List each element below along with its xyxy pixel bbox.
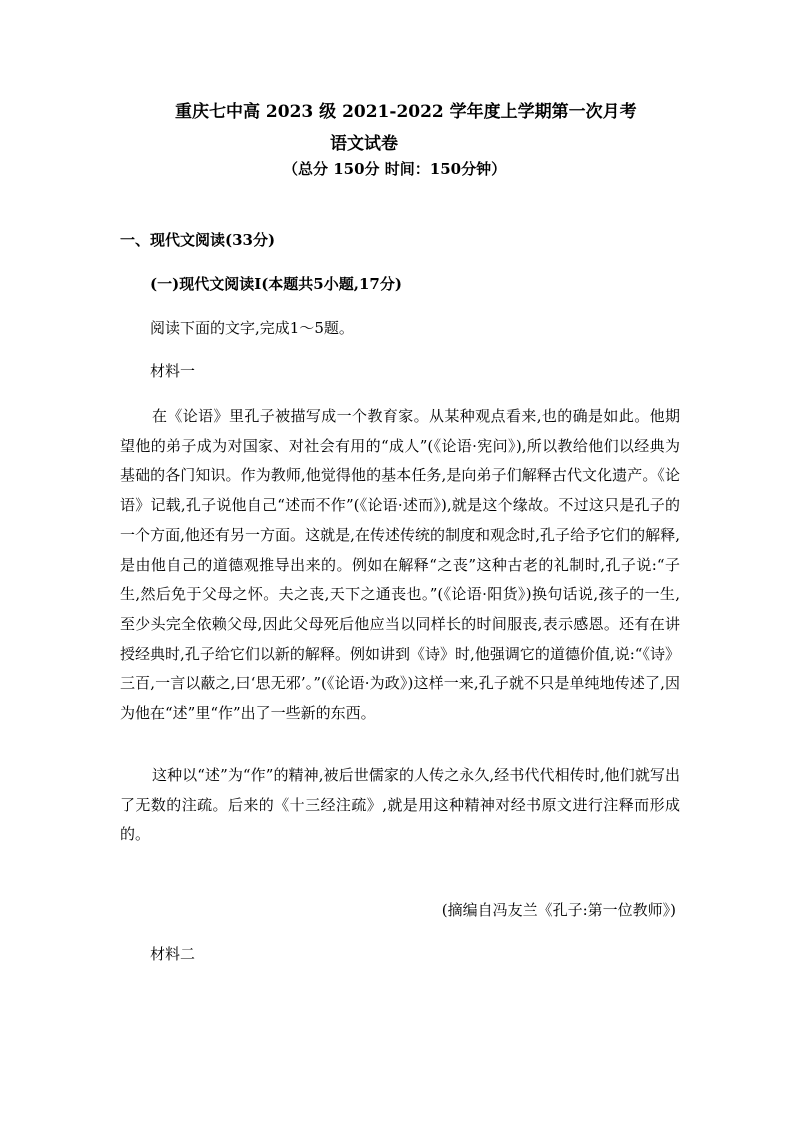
exam-subtitle: 语文试卷 xyxy=(330,134,398,154)
material-one-paragraph-1: 在《论语》里孔子被描写成一个教育家。从某种观点看来,也的确是如此。他期望他的弟子成为对国家、对社会有用的“成人”(《论语·宪问》),所以教给他们以经典为基础的各门知识。作为教师,他觉得他的基本任务,是向弟子们解释古代文化遗产。《论语》记载,孔子说他自己“述而不作”(《论语·述而》),就是这个缘故。不过这只是孔子的一个方面,他还有另一方面。这就是,在传述传统的制度和观念时,孔子给予它们的解释,是由他自己的道德观推导出来的。例如在解释“之丧”这种古老的礼制时,孔子说:“子生,然后免于父母之怀。夫之丧,天下之通丧也。”(《论语·阳货》)换句话说,孩子的一生,至少头完全依赖父母,因此父母死后他应当以同样长的时间服丧,表示感恩。还有在讲授经典时,孔子给它们以新的解释。例如讲到《诗》时,他强调它的道德价值,说:“《诗》三百,一言以蔽之,曰‘思无邪’。”(《论语·为政》)这样一来,孔子就不只是单纯地传述了,因为他在“述”里“作”出了一些新的东西。 xyxy=(120,407,680,723)
material-two-label: 材料二 xyxy=(150,945,196,963)
reading-instruction: 阅读下面的文字,完成1～5题。 xyxy=(150,319,354,337)
exam-meta: （总分 150分 时间：150分钟） xyxy=(283,160,507,178)
exam-title: 重庆七中高 2023 级 2021-2022 学年度上学期第一次月考 xyxy=(175,102,637,122)
material-one-paragraph-2: 这种以“述”为“作”的精神,被后世儒家的人传之永久,经书代代相传时,他们就写出了无数的注疏。后来的《十三经注疏》,就是用这种精神对经书原文进行注释而形成的。 xyxy=(120,766,680,844)
material-one-label: 材料一 xyxy=(150,362,196,380)
subsection-heading: (一)现代文阅读Ⅰ(本题共5小题,17分) xyxy=(150,275,402,293)
section-heading: 一、现代文阅读(33分) xyxy=(120,231,276,249)
material-one-source: (摘编自冯友兰《孔子:第一位教师》) xyxy=(441,901,676,919)
